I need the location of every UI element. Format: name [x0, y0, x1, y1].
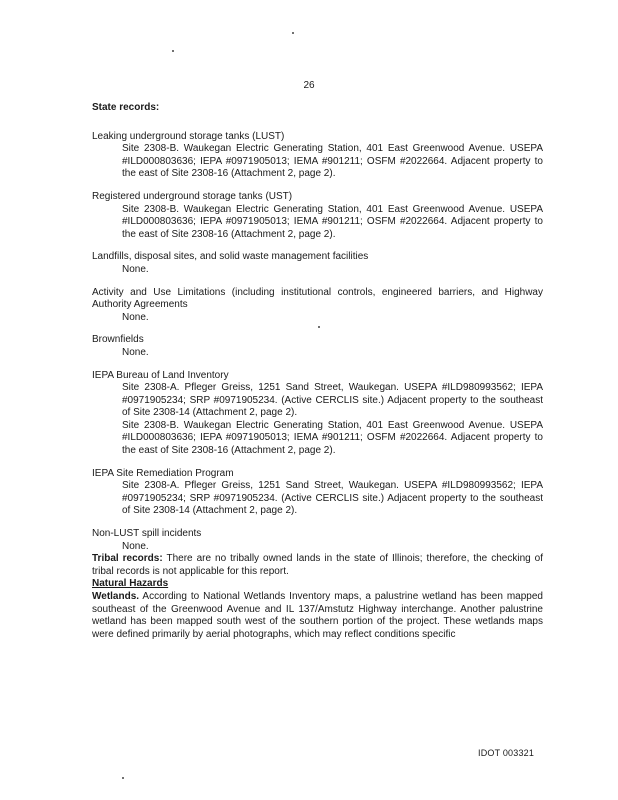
spill-heading: Non-LUST spill incidents: [92, 528, 202, 540]
ust-text: Site 2308-B. Waukegan Electric Generating Station, 401 East Greenwood Avenue. USEPA #ILD000803636; IEPA #0971905013; IEMA #901211; OSFM #2022664. Adjacent property to the east of Site 2308-16 (Attachment 2, page 2).: [122, 203, 543, 240]
ust-section: [92, 191, 543, 241]
ust-heading: Registered underground storage tanks (UST): [92, 190, 293, 202]
spill-text: None.: [122, 540, 149, 552]
landfills-heading: Landfills, disposal sites, and solid waste management facilities: [92, 251, 369, 263]
wetlands-label: Wetlands.: [92, 591, 140, 602]
scan-speck: [292, 32, 294, 34]
natural-hazards-heading: Natural Hazards: [92, 578, 169, 590]
spill-section: [92, 528, 543, 553]
land-inventory-section: [92, 370, 543, 458]
tribal-label: Tribal records:: [92, 553, 163, 565]
bates-number: IDOT 003321: [478, 748, 535, 758]
lust-text: Site 2308-B. Waukegan Electric Generating Station, 401 East Greenwood Avenue. USEPA #ILD000803636; IEPA #0971905013; IEMA #901211; OSFM #2022664. Adjacent property to the east of Site 2308-16 (Attachment 2, page 2).: [122, 143, 543, 180]
tribal-paragraph: [92, 553, 543, 578]
landfills-section: [92, 251, 543, 276]
landfills-text: None.: [122, 263, 149, 275]
remediation-heading: IEPA Site Remediation Program: [92, 467, 234, 479]
wetlands-paragraph: [92, 591, 543, 641]
aul-text: None.: [122, 311, 149, 323]
tribal-text: There are no tribally owned lands in the state of Illinois; therefore, the checking of tribal records is not applicable for this report.: [92, 553, 544, 577]
remediation-text: Site 2308-A. Pfleger Greiss, 1251 Sand Street, Waukegan. USEPA #ILD980993562; IEPA #0971905234; SRP #0971905234. (Active CERCLIS site.) Adjacent property to the southeast of Site 2308-14 (Attachment 2, page 2).: [122, 480, 543, 517]
aul-section: [92, 287, 543, 325]
remediation-section: [92, 468, 543, 518]
land-inventory-heading: IEPA Bureau of Land Inventory: [92, 369, 229, 381]
state-records-heading: State records:: [92, 102, 160, 113]
aul-heading: Activity and Use Limitations (including institutional controls, engineered barriers, and Highway Authority Agreements: [92, 286, 543, 311]
wetlands-text: According to National Wetlands Inventory maps, a palustrine wetland has been mapped southeast of the Greenwood Avenue and IL 137/Amstutz Highway interchange. Another palustrine wetland has been mapped south west of the southern portion of the project. These wetlands maps were defined primarily by aerial photographs, which may reflect conditions specific: [92, 591, 543, 640]
scan-speck: [172, 50, 174, 52]
document-body: [92, 102, 543, 641]
lust-section: [92, 131, 543, 181]
lust-heading: Leaking underground storage tanks (LUST): [92, 130, 285, 142]
brownfields-heading: Brownfields: [92, 334, 144, 346]
land-inventory-text-1: Site 2308-A. Pfleger Greiss, 1251 Sand Street, Waukegan. USEPA #ILD980993562; IEPA #0971905234; SRP #0971905234. (Active CERCLIS site.) Adjacent property to the southeast of Site 2308-14 (Attachment 2, page 2).: [122, 382, 543, 419]
land-inventory-text-2: Site 2308-B. Waukegan Electric Generating Station, 401 East Greenwood Avenue. USEPA #ILD000803636; IEPA #0971905013; IEMA #901211; OSFM #2022664. Adjacent property to the east of Site 2308-16 (Attachment 2, page 2).: [122, 419, 543, 457]
brownfields-section: [92, 334, 543, 359]
scan-speck: [122, 777, 124, 779]
page-number: 26: [303, 80, 315, 91]
brownfields-text: None.: [122, 346, 149, 358]
